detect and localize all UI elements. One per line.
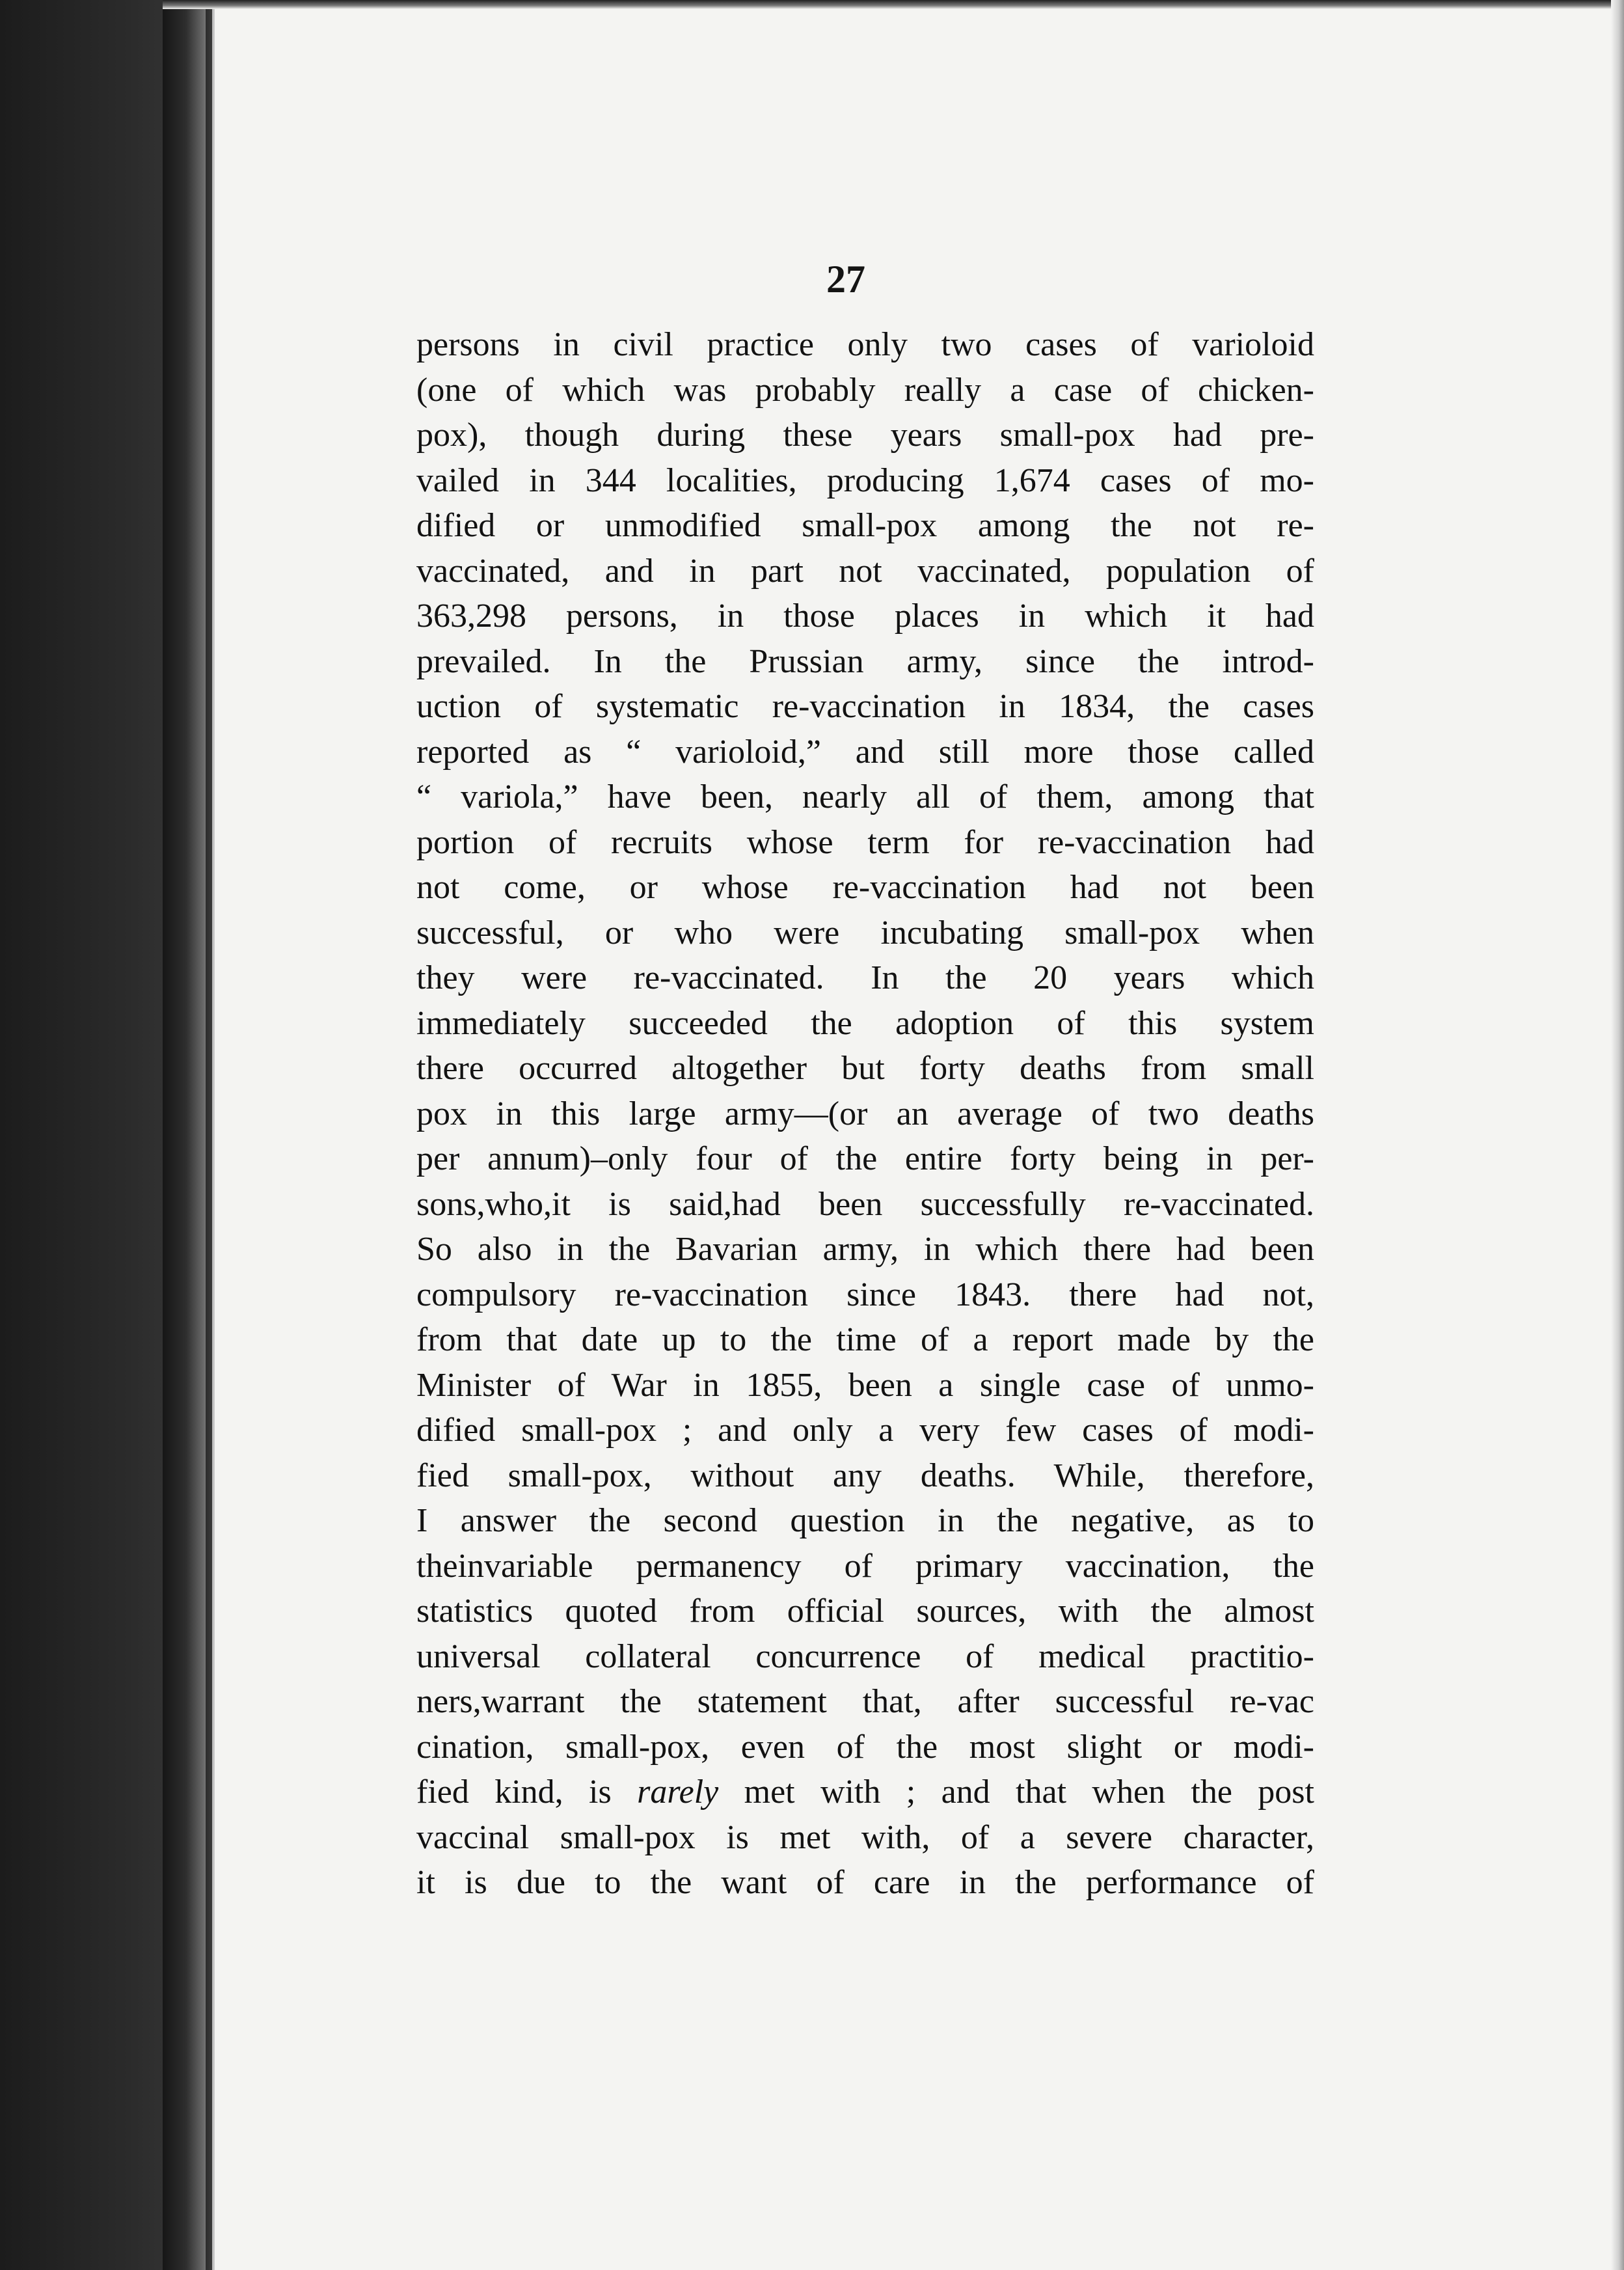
page-number: 27 [826, 258, 865, 301]
text-line: sons,who,it is said,had been successfully re-vaccinated. [416, 1185, 1314, 1223]
text-line-with-italic [416, 1770, 1314, 1815]
text-line: ners,warrant the statement that, after successful re-vac [416, 1683, 1314, 1720]
text-line: immediately succeeded the adoption of this system [416, 1004, 1314, 1042]
text-line: universal collateral concurrence of medical practitio- [416, 1637, 1314, 1675]
text-line: it is due to the want of care in the performance of [416, 1864, 1314, 1901]
text-line: uction of systematic re-vaccination in 1834, the cases [416, 688, 1314, 725]
text-line: cination, small-pox, even of the most slight or modi- [416, 1728, 1314, 1766]
text-line: reported as “ varioloid,” and still more those called [416, 733, 1314, 771]
text-line: not come, or whose re-vaccination had not been [416, 869, 1314, 906]
text-line: from that date up to the time of a report made by the [416, 1321, 1314, 1358]
text-line: (one of which was probably really a case of chicken- [416, 371, 1314, 409]
scan-right-edge [1611, 0, 1624, 2270]
text-fragment: fied kind, is [416, 1773, 638, 1811]
text-line: vaccinal small-pox is met with, of a severe character, [416, 1818, 1314, 1856]
text-line: vaccinated, and in part not vaccinated, population of [416, 552, 1314, 590]
text-line: pox in this large army—(or an average of two deaths [416, 1095, 1314, 1132]
text-line: vailed in 344 localities, producing 1,674 cases of mo- [416, 461, 1314, 499]
text-line: fied small-pox, without any deaths. While, therefore, [416, 1456, 1314, 1494]
text-line: dified or unmodified small-pox among the not re- [416, 507, 1314, 544]
text-line: successful, or who were incubating small-pox when [416, 914, 1314, 951]
text-line: “ variola,” have been, nearly all of them, among that [416, 778, 1314, 815]
text-line: they were re-vaccinated. In the 20 years which [416, 959, 1314, 996]
text-line: dified small-pox ; and only a very few cases of modi- [416, 1412, 1314, 1449]
text-line: per annum)–only four of the entire forty being in per- [416, 1140, 1314, 1177]
text-line: So also in the Bavarian army, in which there had been [416, 1231, 1314, 1268]
text-line: prevailed. In the Prussian army, since the introd- [416, 642, 1314, 680]
text-line: compulsory re-vaccination since 1843. there had not, [416, 1276, 1314, 1313]
body-text [416, 322, 1314, 1906]
text-line: Minister of War in 1855, been a single case of unmo- [416, 1366, 1314, 1404]
text-fragment: met with ; and that when the post [718, 1773, 1314, 1811]
text-line: there occurred altogether but forty deaths from small [416, 1050, 1314, 1087]
text-line: portion of recruits whose term for re-vaccination had [416, 823, 1314, 861]
text-line: theinvariable permanency of primary vaccination, the [416, 1547, 1314, 1585]
text-line: pox), though during these years small-pox had pre- [416, 417, 1314, 454]
italic-emphasis: rarely [637, 1773, 719, 1811]
text-line: persons in civil practice only two cases of varioloid [416, 326, 1314, 363]
text-line: I answer the second question in the negative, as to [416, 1502, 1314, 1539]
binding-edge [206, 0, 212, 2270]
text-line: 363,298 persons, in those places in which it had [416, 597, 1314, 635]
text-line: statistics quoted from official sources, with the almost [416, 1593, 1314, 1630]
scan-top-edge [163, 0, 1624, 9]
